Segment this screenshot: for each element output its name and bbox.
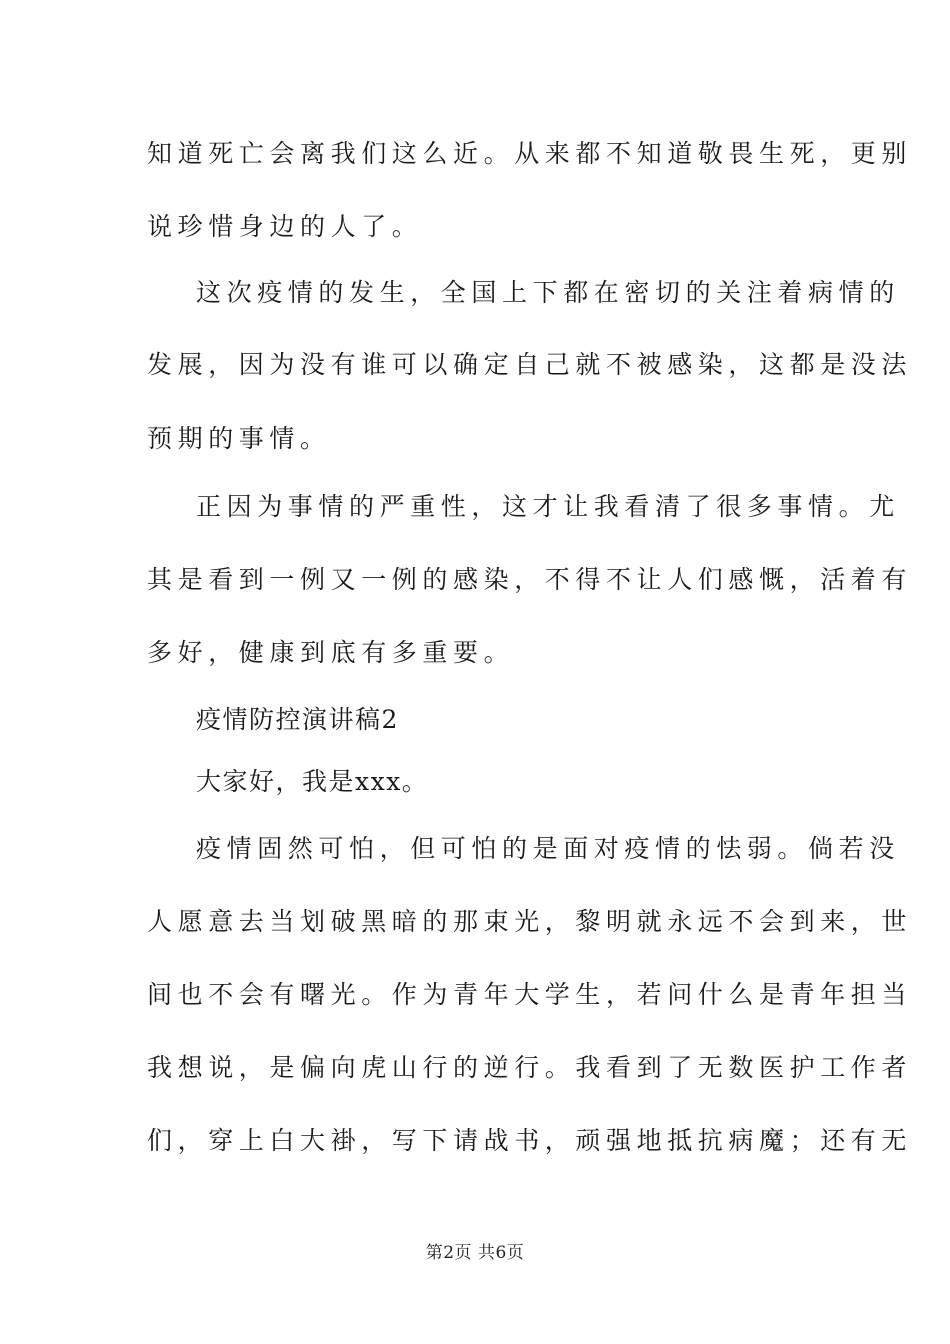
page-number-footer: 第2页 共6页 [425, 1243, 525, 1263]
text-line: 其是看到一例又一例的感染，不得不让人们感慨，活着有 [147, 565, 913, 594]
paragraph-start: 这次疫情的发生，全国上下都在密切的关注着病情的 [196, 278, 900, 307]
text-line: 我想说，是偏向虎山行的逆行。我看到了无数医护工作者 [147, 1053, 913, 1082]
text-line: 们，穿上白大褂，写下请战书，顽强地抵抗病魔；还有无 [147, 1126, 913, 1155]
text-line: 人愿意去当划破黑暗的那束光，黎明就永远不会到来，世 [147, 907, 913, 936]
text-line: 间也不会有曙光。作为青年大学生，若问什么是青年担当 [147, 980, 913, 1009]
text-line: 说珍惜身边的人了。 [147, 212, 423, 241]
text-line: 知道死亡会离我们这么近。从来都不知道敬畏生死，更别 [147, 139, 913, 168]
text-line: 预期的事情。 [147, 424, 331, 453]
text-line: 发展，因为没有谁可以确定自己就不被感染，这都是没法 [147, 350, 913, 379]
paragraph-start: 正因为事情的严重性，这才让我看清了很多事情。尤 [196, 492, 900, 521]
text-line: 多好，健康到底有多重要。 [147, 638, 515, 667]
section-heading: 疫情防控演讲稿2 [196, 705, 399, 734]
paragraph-start: 疫情固然可怕，但可怕的是面对疫情的怯弱。倘若没 [196, 834, 900, 863]
greeting-line: 大家好，我是xxx。 [196, 767, 429, 796]
